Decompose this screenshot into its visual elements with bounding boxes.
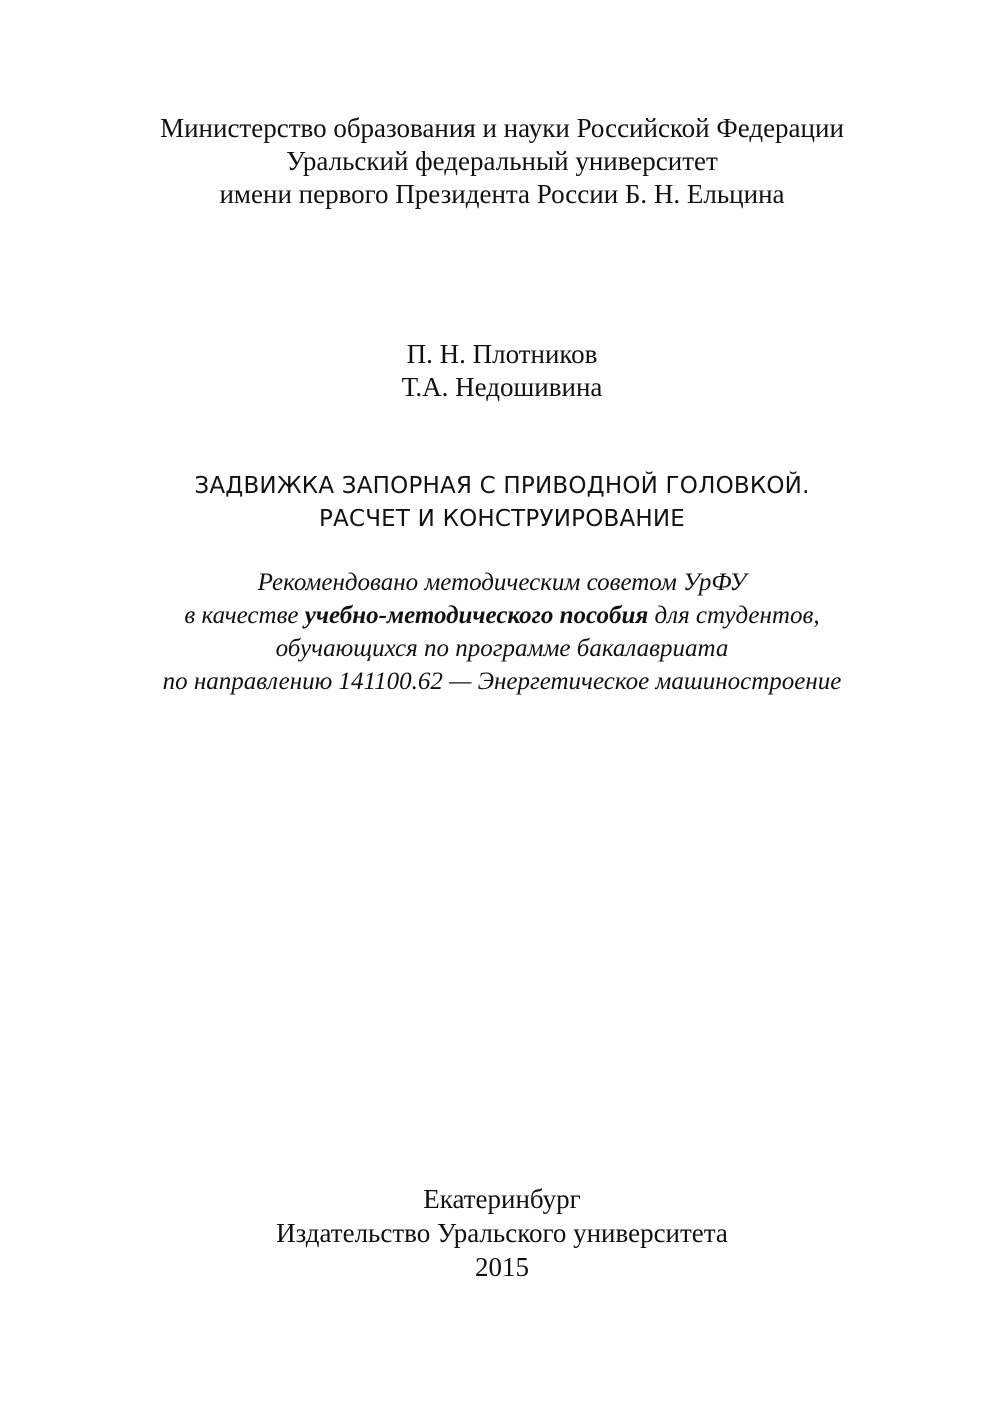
recommendation-line: Рекомендовано методическим советом УрФУ (257, 569, 747, 596)
imprint-year: 2015 (475, 1252, 529, 1282)
recommendation-line (0, 599, 1004, 632)
title-line: ЗАДВИЖКА ЗАПОРНАЯ С ПРИВОДНОЙ ГОЛОВКОЙ. (194, 473, 810, 499)
university-line: Уральский федеральный университет (286, 146, 718, 176)
ministry-header (0, 112, 1004, 211)
document-title (0, 470, 1004, 536)
author-name: П. Н. Плотников (406, 339, 598, 369)
imprint-city: Екатеринбург (423, 1184, 581, 1214)
university-named-after-line: имени первого Президента России Б. Н. Ельцина (219, 179, 785, 209)
recommendation-emphasis: учебно-методического пособия (304, 602, 649, 629)
imprint (0, 1182, 1004, 1284)
recommendation-text: в качестве (184, 602, 305, 629)
ministry-line: Министерство образования и науки Российской Федерации (160, 113, 844, 143)
recommendation-line: обучающихся по программе бакалавриата (275, 635, 729, 662)
recommendation-line: по направлению 141100.62 — Энергетическое машиностроение (162, 668, 842, 695)
imprint-publisher: Издательство Уральского университета (276, 1218, 728, 1248)
recommendation-text: для студентов, (648, 602, 820, 629)
title-line: РАСЧЕТ И КОНСТРУИРОВАНИЕ (318, 506, 686, 532)
author-name: Т.А. Недошивина (401, 372, 603, 402)
recommendation-note (0, 566, 1004, 698)
authors (0, 338, 1004, 404)
